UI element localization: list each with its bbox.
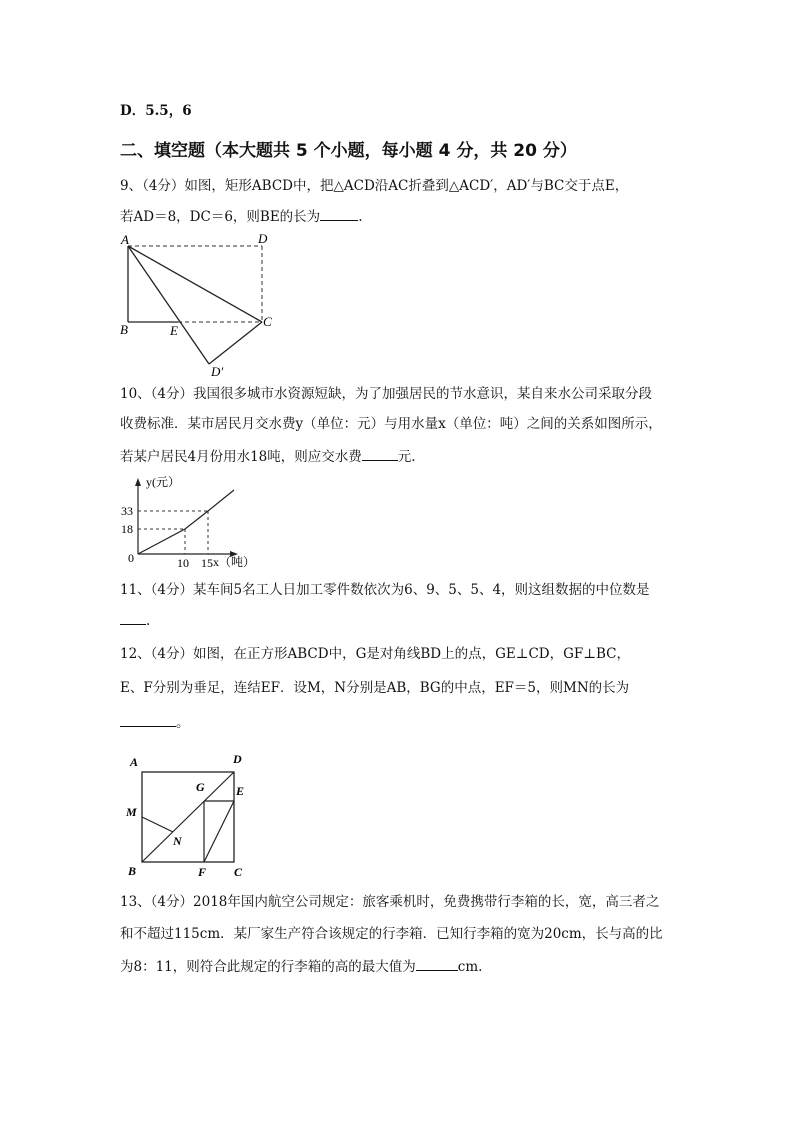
q12-label-c: C: [234, 865, 243, 879]
q11-line2: [120, 610, 150, 631]
q10-line1: 10、（4分）我国很多城市水资源短缺，为了加强居民的节水意识，某自来水公司采取分段: [120, 386, 653, 402]
q12-figure: [118, 748, 258, 883]
q12-label-d: D: [233, 752, 242, 766]
q12-segment-mn: [142, 817, 173, 832]
q12-label-a: A: [130, 755, 139, 769]
q9-label-d-prime: D′: [211, 364, 224, 379]
q12-label-n: N: [173, 834, 182, 848]
q9-segment-d-prime-c: [209, 322, 262, 364]
q10-x-tick-10: 10: [177, 556, 189, 570]
q13-line3: [120, 956, 482, 977]
q9-line1: 9、（4分）如图，矩形ABCD中，把△ACD沿AC折叠到△ACD′，AD′与BC交于点E，: [120, 178, 629, 194]
section-title: 二、填空题（本大题共 5 个小题，每小题 4 分，共 20 分）: [120, 141, 577, 161]
q10-function-line: [138, 490, 234, 554]
q13-line2: 和不超过115cm．某厂家生产符合该规定的行李箱．已知行李箱的宽为20cm，长与高的比: [120, 926, 663, 942]
q9-label-d: D: [258, 231, 268, 246]
q13-line1: 13、（4分）2018年国内航空公司规定：旅客乘机时，免费携带行李箱的长，宽，高三者之: [120, 894, 660, 910]
q9-segment-ad-prime: [128, 246, 209, 364]
q12-label-b: B: [128, 864, 137, 878]
q12-label-e: E: [236, 784, 245, 798]
q10-x-tick-15: 15: [201, 556, 213, 570]
q10-y-axis-label: y(元）: [146, 475, 180, 489]
q10-line2: 收费标准．某市居民月交水费y（单位：元）与用水量x（单位：吨）之间的关系如图所示，: [120, 416, 662, 432]
q10-x-axis-label: x（吨）: [213, 555, 256, 569]
q10-y-tick-33: 33: [121, 504, 133, 518]
q10-y-arrow: [135, 478, 141, 486]
q10-line3: [120, 446, 416, 467]
q12-label-f: F: [198, 865, 207, 879]
q12-line3-end: 。: [176, 715, 190, 731]
q13-answer-blank: [416, 956, 458, 971]
q9-label-c: C: [263, 314, 272, 329]
q9-answer-blank: [320, 206, 358, 221]
q9-figure: [110, 230, 290, 380]
q9-label-a: A: [121, 232, 129, 247]
q12-label-g: G: [196, 780, 205, 794]
q10-y-tick-18: 18: [121, 522, 133, 536]
q12-answer-blank: [120, 712, 176, 727]
previous-answer-option: D．5.5，6: [120, 103, 192, 119]
q11-answer-blank: [120, 610, 146, 625]
q10-line3-end: 元.: [397, 449, 416, 465]
q9-line2: [120, 206, 362, 227]
q10-answer-blank: [362, 446, 398, 461]
q9-line2-text: 若AD＝8，DC＝6，则BE的长为: [120, 209, 321, 225]
q11-line2-end: .: [146, 613, 151, 629]
q9-label-b: B: [120, 322, 128, 337]
q9-line2-end: .: [358, 209, 363, 225]
q12-segment-ef: [204, 801, 234, 862]
q10-origin-label: 0: [128, 551, 134, 565]
q12-line1: 12、（4分）如图，在正方形ABCD中，G是对角线BD上的点，GE⊥CD，GF⊥BC，: [120, 646, 630, 662]
q11-line1: 11、（4分）某车间5名工人日加工零件数依次为6、9、5、5、4，则这组数据的中位数是: [120, 582, 650, 598]
q12-diagonal-bd: [142, 772, 234, 862]
q9-diagonal-ac: [128, 246, 262, 322]
q13-line3-end: cm.: [457, 959, 483, 975]
q12-line2: E、F分别为垂足，连结EF．设M，N分别是AB，BG的中点，EF＝5，则MN的长为: [120, 680, 630, 696]
q12-label-m: M: [126, 805, 137, 819]
q10-graph: [110, 474, 280, 574]
q9-label-e: E: [170, 323, 178, 338]
q12-line3: [120, 712, 190, 733]
q13-line3-text: 为8：11，则符合此规定的行李箱的高的最大值为: [120, 959, 416, 975]
q10-line3-text: 若某户居民4月份用水18吨，则应交水费: [120, 449, 362, 465]
